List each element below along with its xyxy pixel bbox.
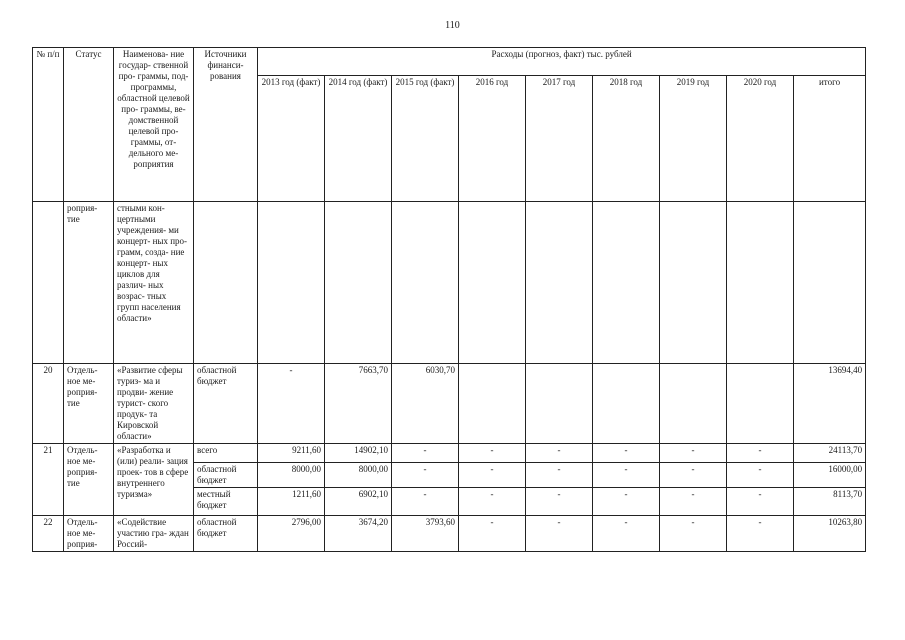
row-value: 2796,00	[258, 516, 325, 552]
row-value: 3793,60	[392, 516, 459, 552]
row-value	[660, 364, 727, 444]
row-value	[526, 364, 593, 444]
row-value: -	[459, 516, 526, 552]
row-value: -	[392, 444, 459, 463]
table-row	[33, 444, 866, 463]
header-year: 2013 год (факт)	[258, 76, 325, 202]
row-value: -	[660, 444, 727, 463]
row-value: 7663,70	[325, 364, 392, 444]
row-value	[593, 364, 660, 444]
row-num: 22	[33, 516, 64, 552]
row-value: -	[727, 463, 794, 488]
row-value	[727, 364, 794, 444]
row-value	[526, 202, 593, 364]
row-source: областной бюджет	[194, 364, 258, 444]
header-source: Источники финанси- рования	[194, 48, 258, 202]
table-row	[33, 516, 866, 552]
header-year: 2016 год	[459, 76, 526, 202]
row-value: -	[459, 488, 526, 516]
row-value: 9211,60	[258, 444, 325, 463]
row-source: местный бюджет	[194, 488, 258, 516]
row-value: -	[392, 463, 459, 488]
row-status: роприя- тие	[64, 202, 114, 364]
table-row	[33, 364, 866, 444]
row-value: -	[526, 463, 593, 488]
row-value	[459, 202, 526, 364]
header-year: 2017 год	[526, 76, 593, 202]
row-status: Отдель- ное ме- роприя- тие	[64, 444, 114, 516]
row-source: всего	[194, 444, 258, 463]
header-year: 2015 год (факт)	[392, 76, 459, 202]
row-value: 3674,20	[325, 516, 392, 552]
row-status: Отдель- ное ме- роприя- тие	[64, 364, 114, 444]
row-num	[33, 202, 64, 364]
row-value	[459, 364, 526, 444]
row-value: -	[727, 516, 794, 552]
row-value: 1211,60	[258, 488, 325, 516]
row-name: стными кон- цертными учреждения- ми концерт- ных про- грамм, созда- ние концерт- ных циклов для различ- ных возрас- тных групп населения области»	[114, 202, 194, 364]
row-value: -	[392, 488, 459, 516]
row-source: областной бюджет	[194, 516, 258, 552]
row-total: 16000,00	[794, 463, 866, 488]
header-expenses: Расходы (прогноз, факт) тыс. рублей	[258, 48, 866, 76]
row-num: 21	[33, 444, 64, 516]
row-value: -	[526, 516, 593, 552]
row-total: 13694,40	[794, 364, 866, 444]
row-name: «Содействие участию гра- ждан Россий-	[114, 516, 194, 552]
row-value: -	[526, 444, 593, 463]
header-year: 2014 год (факт)	[325, 76, 392, 202]
row-value: -	[459, 444, 526, 463]
header-total: итого	[794, 76, 866, 202]
row-value: 6030,70	[392, 364, 459, 444]
row-value: 14902,10	[325, 444, 392, 463]
row-value: 8000,00	[258, 463, 325, 488]
row-total	[794, 202, 866, 364]
row-value	[660, 202, 727, 364]
row-value	[258, 202, 325, 364]
row-value	[593, 202, 660, 364]
row-value	[392, 202, 459, 364]
row-value: -	[727, 488, 794, 516]
row-value: 8000,00	[325, 463, 392, 488]
row-value: -	[593, 488, 660, 516]
row-value: -	[660, 463, 727, 488]
row-value: -	[660, 516, 727, 552]
header-name: Наименова- ние государ- ственной про- граммы, под- программы, областной целевой про- граммы, ве- домственной целевой про- граммы, от- дельного ме- роприятия	[114, 48, 194, 202]
row-value	[727, 202, 794, 364]
header-year: 2019 год	[660, 76, 727, 202]
row-name: «Развитие сферы туриз- ма и продви- жение турист- ского продук- та Кировской области»	[114, 364, 194, 444]
row-value: -	[526, 488, 593, 516]
row-value: -	[727, 444, 794, 463]
row-source: областной бюджет	[194, 463, 258, 488]
page-number: 110	[445, 20, 460, 31]
row-value: -	[258, 364, 325, 444]
header-status: Статус	[64, 48, 114, 202]
header-num: № п/п	[33, 48, 64, 202]
row-status: Отдель- ное ме- роприя-	[64, 516, 114, 552]
row-value: -	[593, 444, 660, 463]
row-value: 6902,10	[325, 488, 392, 516]
header-year: 2020 год	[727, 76, 794, 202]
budget-table	[32, 47, 866, 552]
row-num: 20	[33, 364, 64, 444]
header-year: 2018 год	[593, 76, 660, 202]
header-row	[33, 48, 866, 76]
row-value: -	[593, 516, 660, 552]
row-name: «Разработка и (или) реали- зация проек- тов в сфере внутреннего туризма»	[114, 444, 194, 516]
row-value: -	[660, 488, 727, 516]
row-value: -	[459, 463, 526, 488]
row-value	[325, 202, 392, 364]
row-source	[194, 202, 258, 364]
row-total: 8113,70	[794, 488, 866, 516]
row-total: 10263,80	[794, 516, 866, 552]
table-row	[33, 202, 866, 364]
row-total: 24113,70	[794, 444, 866, 463]
row-value: -	[593, 463, 660, 488]
